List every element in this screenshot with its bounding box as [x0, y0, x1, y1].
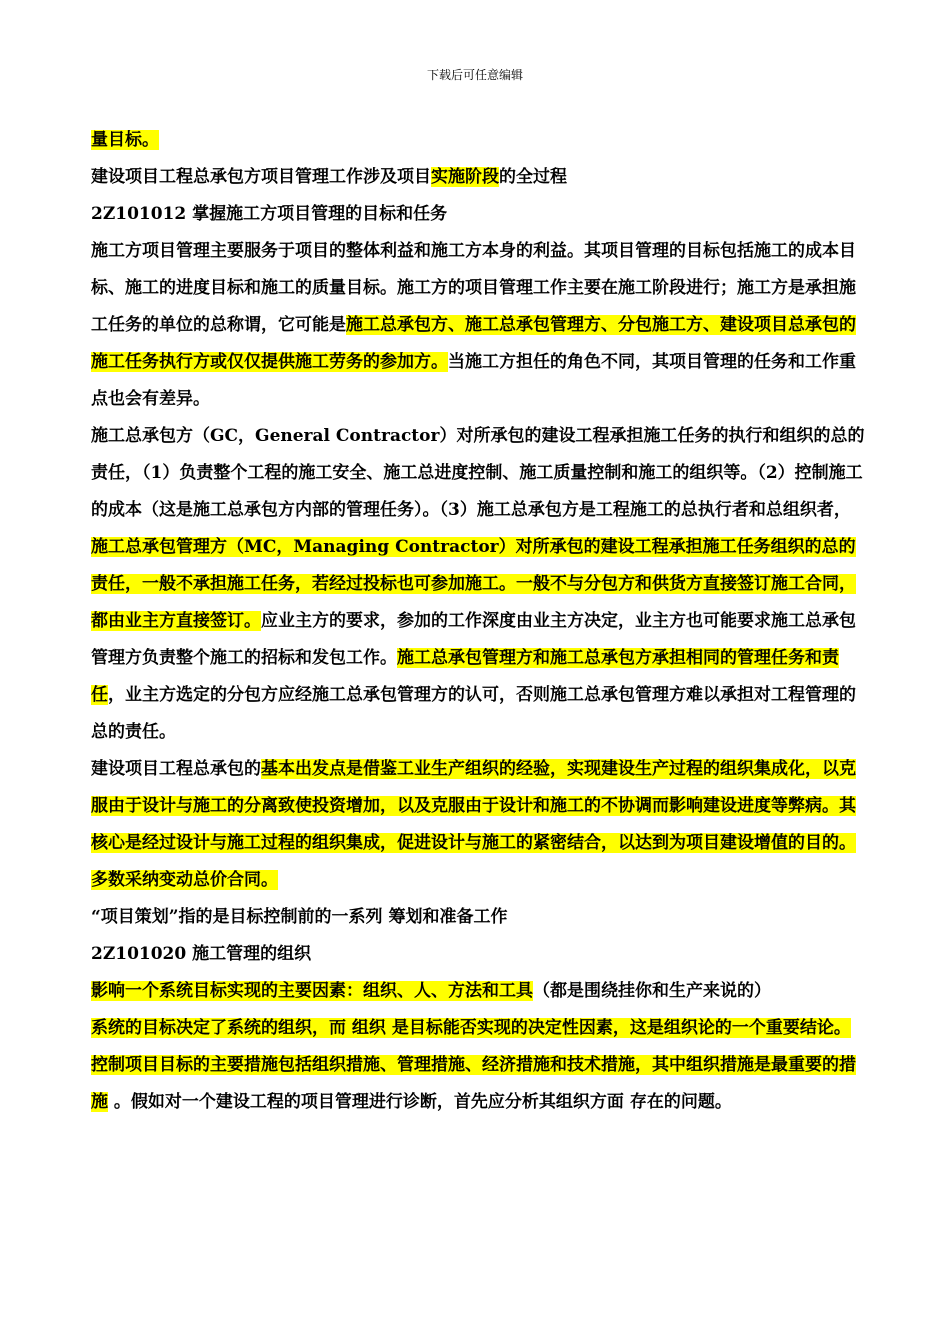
- paragraph: [91, 418, 871, 529]
- text-segment: 2Z101012 掌握施工方项目管理的目标和任务: [91, 204, 448, 224]
- text-segment: 2Z101020 施工管理的组织: [91, 944, 312, 964]
- text-segment: ，业主方选定的分包方应经施工总承包管理方的认可，否则施工总承包管理方难以承担对工程管理的总的责任。: [91, 685, 856, 742]
- text-segment: 的全过程: [499, 167, 567, 187]
- document-body: [91, 122, 871, 1121]
- text-segment: 建设项目工程总承包方项目管理工作涉及项目: [91, 167, 431, 187]
- highlighted-text: 基本出发点是借鉴工业生产组织的经验，实现建设生产过程的组织集成化，以克服由于设计与施工的分离致使投资增加，以及克服由于设计和施工的不协调而影响建设进度等弊病。其核心是经过设计与施工过程的组织集成，促进设计与施工的紧密结合，以达到为项目建设增值的目的。多数采纳变动总价合同。: [91, 759, 856, 890]
- paragraph: [91, 751, 871, 899]
- paragraph: [91, 233, 871, 418]
- highlighted-text: 施工总承包方、施工总承包管理方、分包施工方、建设项目总承包的施工任务执行方或仅仅提供施工劳务的参加方。: [91, 315, 856, 372]
- paragraph: [91, 1047, 871, 1121]
- page-header: 下载后可任意编辑: [426, 68, 523, 82]
- section-heading: [91, 196, 871, 233]
- paragraph: [91, 973, 871, 1010]
- paragraph: [91, 159, 871, 196]
- highlighted-text: 施工总承包管理方和施工总承包方承担相同的管理任务和责任: [91, 648, 839, 705]
- text-segment: （都是围绕挂你和生产来说的）: [533, 981, 771, 1001]
- highlighted-text: 影响一个系统目标实现的主要因素：组织、人、方法和工具: [91, 981, 533, 1001]
- highlighted-text: 实施阶段: [431, 167, 499, 187]
- paragraph: [91, 1010, 871, 1047]
- text-segment: 应业主方的要求，参加的工作深度由业主方决定，业主方也可能要求施工总承包管理方负责整个施工的招标和发包工作。: [91, 611, 856, 668]
- text-segment: 施工总承包方（GC，General Contractor）对所承包的建设工程承担施工任务的执行和组织的总的责任，（1）负责整个工程的施工安全、施工总进度控制、施工质量控制和施工的组织等。（2）控制施工的成本（这是施工总承包方内部的管理任务）。（3）施工总承包方是工程施工的总执行者和总组织者，: [91, 426, 865, 520]
- paragraph: [91, 529, 871, 751]
- highlighted-text: 控制项目目标的主要措施包括组织措施、管理措施、经济措施和技术措施，其中组织措施是最重要的措施: [91, 1055, 856, 1112]
- highlighted-text: 系统的目标决定了系统的组织，而 组织 是目标能否实现的决定性因素，这是组织论的一个重要结论。: [91, 1018, 851, 1038]
- highlighted-text: 量目标。: [91, 130, 159, 150]
- text-segment: 建设项目工程总承包的: [91, 759, 261, 779]
- text-segment: 。假如对一个建设工程的项目管理进行诊断，首先应分析其组织方面 存在的问题。: [108, 1092, 732, 1112]
- paragraph: [91, 122, 871, 159]
- highlighted-text: 施工总承包管理方（MC，Managing Contractor）对所承包的建设工程承担施工任务组织的总的责任，一般不承担施工任务，若经过投标也可参加施工。一般不与分包方和供货方直接签订施工合同，都由业主方直接签订。: [91, 537, 856, 631]
- section-heading: [91, 936, 871, 973]
- paragraph: [91, 899, 871, 936]
- text-segment: “项目策划”指的是目标控制前的一系列 筹划和准备工作: [91, 907, 508, 927]
- text-segment: 当施工方担任的角色不同，其项目管理的任务和工作重点也会有差异。: [91, 352, 856, 409]
- text-segment: 施工方项目管理主要服务于项目的整体利益和施工方本身的利益。其项目管理的目标包括施工的成本目标、施工的进度目标和施工的质量目标。施工方的项目管理工作主要在施工阶段进行；施工方是承担施工任务的单位的总称谓，它可能是: [91, 241, 856, 335]
